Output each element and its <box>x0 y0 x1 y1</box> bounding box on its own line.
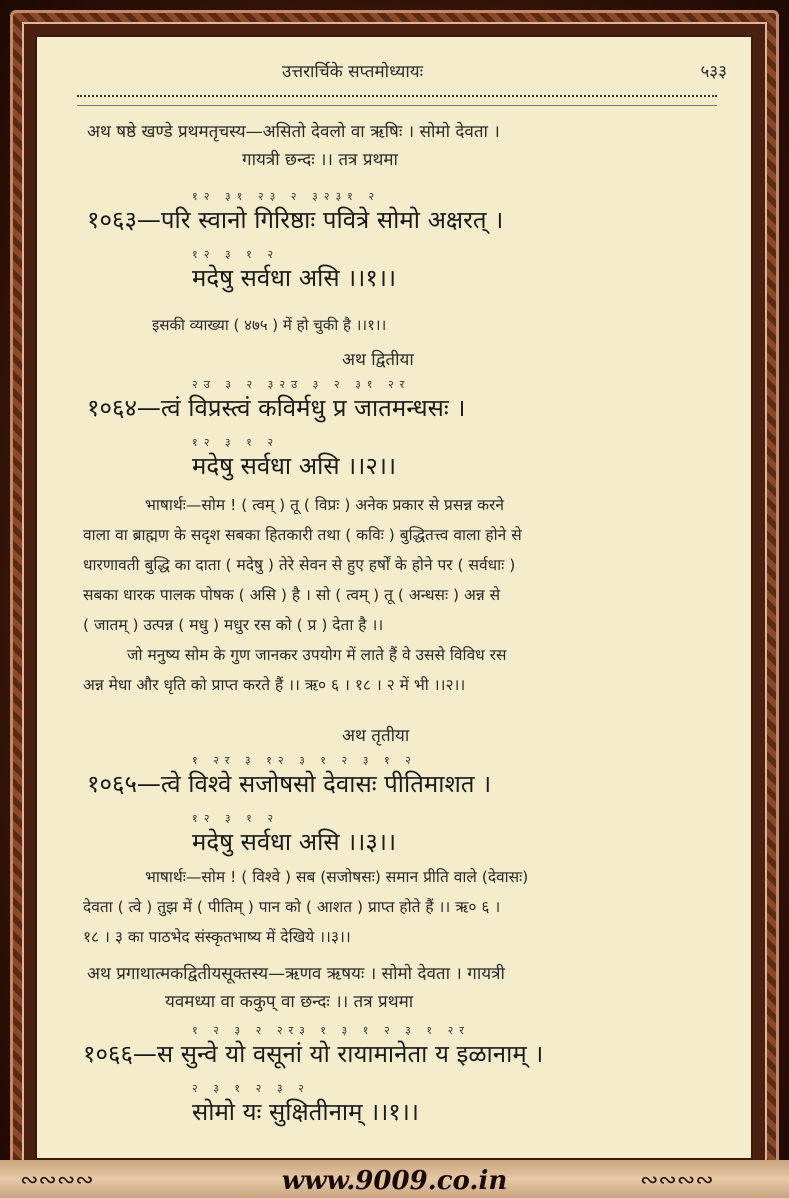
accent-marks: १२ ३१ २३ २ ३२३१ २ <box>192 190 381 203</box>
accent-marks: २उ ३ २ ३२उ ३ २ ३१ २र <box>192 378 411 391</box>
translation-line: धारणावती बुद्धि का दाता ( मदेषु ) तेरे सेवन से हुए हर्षों के होने पर ( सर्वधाः ) <box>83 556 516 574</box>
website-logo: www.9009.co.in <box>281 1166 508 1196</box>
translation-line: अन्न मेधा और धृति को प्राप्त करते हैं ।। ऋ० ६ । १८ । २ में भी ।।२।। <box>83 676 466 694</box>
section-heading: अथ तृतीया <box>342 726 410 746</box>
accent-marks: १२ ३ १ २ <box>192 812 280 825</box>
translation-line: भाषार्थः—सोम ! ( विश्वे ) सब (सजोषसः) समान प्रीति वाले (देवासः) <box>145 868 529 886</box>
verse-1063-line-2: मदेषु सर्वधा असि ।।१।। <box>192 264 397 292</box>
verse-1063-note: इसकी व्याख्या ( ४७५ ) में हो चुकी है ।।१।। <box>152 316 387 334</box>
chapter-title: उत्तरार्चिके सप्तमोध्यायः <box>282 62 424 82</box>
translation-line: ( जातम् ) उत्पन्न ( मधु ) मधुर रस को ( प्र ) देता है ।। <box>83 616 384 634</box>
page-header <box>77 59 727 87</box>
translation-line: जो मनुष्य सोम के गुण जानकर उपयोग में लाते हैं वे उससे विविध रस <box>127 646 507 664</box>
verse-1066-line-2: सोमो यः सुक्षितीनाम् ।।१।। <box>192 1098 419 1126</box>
translation-line: भाषार्थः—सोम ! ( त्वम् ) तू ( विप्रः ) अनेक प्रकार से प्रसन्न करने <box>145 496 504 514</box>
accent-marks: १२ ३ १ २ <box>192 248 280 261</box>
accent-marks: १ २ ३ २ २र३ १ ३ १ २ ३ १ २र <box>192 1024 470 1037</box>
intro-line-1: अथ षष्ठे खण्डे प्रथमतृचस्य—असितो देवलो वा ऋषिः । सोमो देवता । <box>87 122 500 142</box>
accent-marks: १ २र ३ १२ ३ १ २ ३ १ २ <box>192 754 417 767</box>
intro-line-1: अथ प्रगाथात्मकद्वितीयसूक्तस्य—ऋणव ऋषयः । सोमो देवता । गायत्री <box>87 964 505 984</box>
scripture-page <box>35 35 753 1160</box>
verse-1064-line-2: मदेषु सर्वधा असि ।।२।। <box>192 452 397 480</box>
translation-line: सबका धारक पालक पोषक ( असि ) है । सो ( त्वम् ) तू ( अन्धसः ) अन्न से <box>83 586 501 604</box>
translation-line: १८ । ३ का पाठभेद संस्कृतभाष्य में देखिये ।।३।। <box>83 928 351 946</box>
verse-1066-line-1: १०६६—स सुन्वे यो वसूनां यो रायामानेता य इळानाम् । <box>83 1040 544 1068</box>
section-heading: अथ द्वितीया <box>342 350 414 370</box>
translation-line: देवता ( त्वे ) तुझ में ( पीतिम् ) पान को ( आशत ) प्राप्त होते हैं ।। ऋ० ६ । <box>83 898 501 916</box>
intro-line-2: गायत्री छन्दः ।। तत्र प्रथमा <box>242 150 398 170</box>
translation-line: वाला वा ब्राह्मण के सदृश सबका हितकारी तथा ( कविः ) बुद्धितत्त्व वाला होने से <box>83 526 522 544</box>
verse-1065-line-2: मदेषु सर्वधा असि ।।३।। <box>192 828 397 856</box>
intro-line-2: यवमध्या वा ककुप् वा छन्दः ।। तत्र प्रथमा <box>165 992 414 1012</box>
verse-1063-line-1: १०६३—परि स्वानो गिरिष्ठाः पवित्रे सोमो अक्षरत् । <box>87 206 504 234</box>
accent-marks: २ ३ १ २ ३ २ <box>192 1082 310 1095</box>
verse-1064-line-1: १०६४—त्वं विप्रस्त्वं कविर्मधु प्र जातमन्धसः । <box>87 394 466 422</box>
swirl-ornament-icon: ∾∾∾∾ <box>20 1168 94 1193</box>
swirl-ornament-icon: ∾∾∾∾ <box>640 1168 714 1193</box>
verse-1065-line-1: १०६५—त्वे विश्वे सजोषसो देवासः पीतिमाशत । <box>87 770 492 798</box>
header-divider <box>77 95 717 106</box>
accent-marks: १२ ३ १ २ <box>192 436 280 449</box>
page-number: ५३३ <box>700 62 727 82</box>
